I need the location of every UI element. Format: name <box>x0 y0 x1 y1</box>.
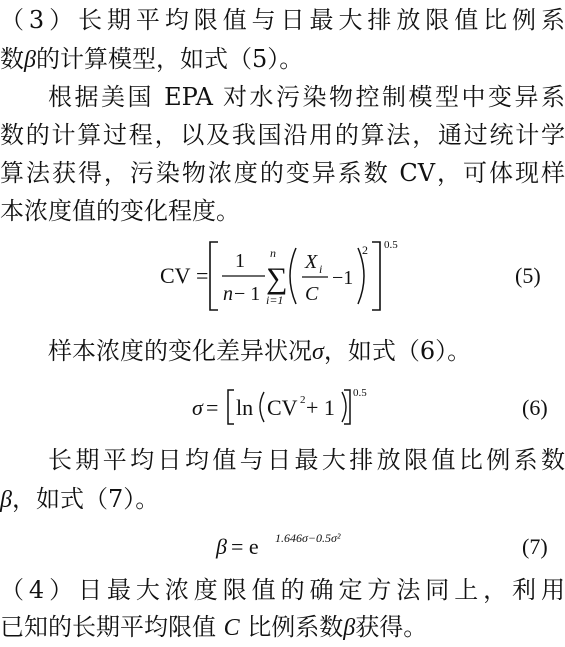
beta-symbol-2: β <box>0 487 12 513</box>
eq5-inner-num: X <box>305 251 318 273</box>
equation-5 <box>0 236 565 316</box>
c-symbol: C <box>223 615 240 641</box>
eq7-number: (7) <box>522 534 548 559</box>
eq6-equals: = <box>206 395 219 420</box>
eq6-lhs: σ <box>192 395 203 420</box>
eq6-outer-power: 0.5 <box>353 387 367 399</box>
eq6-left-bracket <box>228 390 234 424</box>
eq5-outer-power: 0.5 <box>384 239 398 251</box>
sum-icon: ∑ <box>266 262 288 295</box>
equation-6 <box>0 384 565 430</box>
eq6-left-paren <box>260 392 264 422</box>
eq5-power: 2 <box>362 243 368 257</box>
paragraph-5-line-1 <box>0 572 565 608</box>
paragraph-5-line-2 <box>0 609 565 645</box>
equation-7-svg <box>0 526 565 566</box>
eq5-number: (5) <box>515 263 541 288</box>
p5-line1-text: （4）日最大浓度限值的确定方法同上，利用 <box>0 576 565 604</box>
eq5-left-bracket <box>210 242 218 310</box>
paragraph-2-line-3 <box>0 155 565 191</box>
paragraph-1-line-2 <box>0 41 565 77</box>
paragraph-2-line-4 <box>0 193 565 229</box>
p4-line1-text: 长期平均日均值与日最大排放限值比例系数 <box>48 446 565 474</box>
eq5-frac-den-rest: − 1 <box>234 283 261 305</box>
paragraph-4-line-1 <box>48 442 565 478</box>
eq5-sum-upper: n <box>270 246 276 260</box>
p5-line2-prefix: 已知的长期平均限值 <box>0 613 224 641</box>
p3-suffix: ，如式（6）。 <box>323 337 472 365</box>
eq5-left-paren <box>290 248 296 304</box>
eq5-equals: = <box>196 263 209 288</box>
p2-line2-text: 数的计算过程，以及我国沿用的算法，通过统计学 <box>0 121 565 149</box>
eq6-right-paren <box>342 392 346 422</box>
equation-7 <box>0 526 565 566</box>
eq6-plus-one: + 1 <box>306 395 335 420</box>
eq6-number: (6) <box>522 395 548 420</box>
p2-line4-text: 本浓度值的变化程度。 <box>0 197 240 225</box>
paragraph-2-line-1 <box>48 79 565 115</box>
p5-line2-mid: 比例系数 <box>239 613 344 641</box>
p4-line2-suffix: ，如式（7）。 <box>11 485 160 513</box>
eq6-cv-pow: 2 <box>300 394 306 406</box>
eq7-rhs: = e <box>231 534 259 559</box>
eq6-cv: CV <box>267 395 298 420</box>
eq7-exponent: 1.646σ−0.5σ² <box>275 531 341 545</box>
paragraph-2-line-2 <box>0 117 565 153</box>
paragraph-1-line-1 <box>0 2 565 38</box>
eq5-inner-den: C <box>305 283 319 305</box>
eq5-sum-lower: i=1 <box>266 293 284 307</box>
eq6-ln: ln <box>236 395 254 420</box>
eq5-lhs: CV <box>160 263 191 288</box>
p1-line2-suffix: 的计算模型，如式（5）。 <box>35 45 304 73</box>
eq5-frac-num: 1 <box>235 250 245 272</box>
sigma-symbol: σ <box>312 339 324 365</box>
p1-line2-prefix: 数 <box>0 45 24 73</box>
p2-line1-text: 根据美国 EPA 对水污染物控制模型中变异系 <box>48 83 565 111</box>
paragraph-4-line-2 <box>0 481 565 517</box>
p3-text: 样本浓度的变化差异状况 <box>48 337 312 365</box>
p1-line1-text: （3）长期平均限值与日最大排放限值比例系 <box>0 6 565 34</box>
p5-line2-suffix: 获得。 <box>355 613 428 641</box>
paragraph-3-line-1 <box>48 333 565 369</box>
eq5-inner-num-sub: i <box>319 262 323 276</box>
equation-6-svg <box>0 384 565 430</box>
eq6-right-bracket <box>344 390 350 424</box>
eq5-minus-one: −1 <box>332 267 354 289</box>
eq5-frac-den-n: n <box>223 283 233 305</box>
eq5-right-bracket <box>372 242 380 310</box>
equation-5-svg <box>0 236 565 316</box>
p2-line3-text: 算法获得，污染物浓度的变异系数 CV，可体现样 <box>0 159 565 187</box>
beta-symbol: β <box>24 47 36 73</box>
beta-symbol-3: β <box>343 615 356 641</box>
eq7-lhs: β <box>216 534 227 559</box>
